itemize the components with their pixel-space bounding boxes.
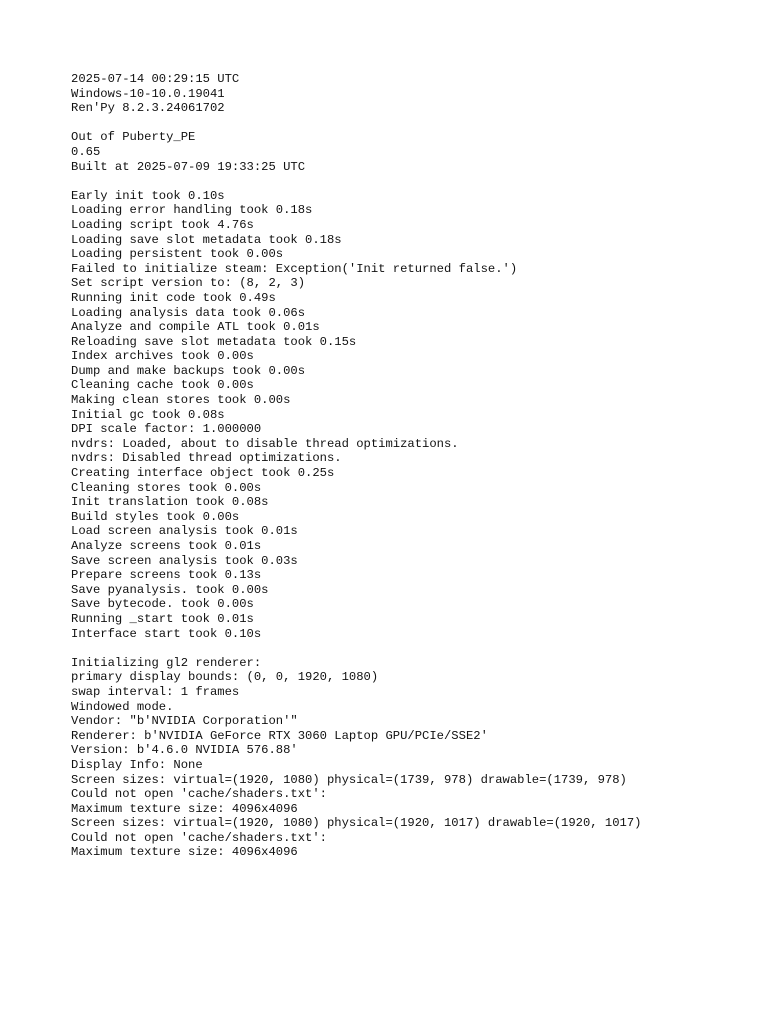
log-line: Windowed mode.: [71, 699, 174, 714]
log-line: DPI scale factor: 1.000000: [71, 422, 262, 437]
log-line: Running _start took 0.01s: [71, 611, 254, 626]
log-line: Version: b'4.6.0 NVIDIA 576.88': [71, 743, 298, 758]
log-os: Windows-10-10.0.19041: [71, 86, 225, 101]
log-line: Running init code took 0.49s: [71, 290, 276, 305]
log-line: Prepare screens took 0.13s: [71, 568, 262, 583]
log-line: Cleaning stores took 0.00s: [71, 480, 262, 495]
log-line: Loading script took 4.76s: [71, 217, 254, 232]
log-line: Loading analysis data took 0.06s: [71, 305, 306, 320]
spacer: [71, 641, 751, 656]
log-line: nvdrs: Loaded, about to disable thread optimizations.: [71, 436, 459, 451]
log-line: Early init took 0.10s: [71, 188, 225, 203]
log-line: Loading persistent took 0.00s: [71, 247, 284, 262]
log-line: Screen sizes: virtual=(1920, 1080) physical=(1920, 1017) drawable=(1920, 1017): [71, 816, 642, 831]
log-line: Index archives took 0.00s: [71, 349, 254, 364]
log-line: Making clean stores took 0.00s: [71, 393, 291, 408]
log-line: Save screen analysis took 0.03s: [71, 553, 298, 568]
log-game-version: 0.65: [71, 144, 101, 159]
log-line: Maximum texture size: 4096x4096: [71, 801, 298, 816]
log-line: Display Info: None: [71, 757, 203, 772]
log-line: primary display bounds: (0, 0, 1920, 1080): [71, 670, 379, 685]
log-line: Reloading save slot metadata took 0.15s: [71, 334, 357, 349]
log-build-time: Built at 2025-07-09 19:33:25 UTC: [71, 159, 306, 174]
log-line: Maximum texture size: 4096x4096: [71, 845, 298, 860]
log-line: Screen sizes: virtual=(1920, 1080) physical=(1739, 978) drawable=(1739, 978): [71, 772, 627, 787]
log-line: Vendor: "b'NVIDIA Corporation'": [71, 714, 298, 729]
log-timestamp: 2025-07-14 00:29:15 UTC: [71, 72, 240, 86]
log-line: Loading error handling took 0.18s: [71, 203, 313, 218]
log-line: Failed to initialize steam: Exception('Init returned false.'): [71, 261, 518, 276]
spacer: [71, 116, 751, 131]
log-line: Renderer: b'NVIDIA GeForce RTX 3060 Laptop GPU/PCIe/SSE2': [71, 728, 488, 743]
log-line: Load screen analysis took 0.01s: [71, 524, 298, 539]
log-line: Could not open 'cache/shaders.txt':: [71, 787, 327, 802]
log-line: Loading save slot metadata took 0.18s: [71, 232, 342, 247]
log-line: Creating interface object took 0.25s: [71, 466, 335, 481]
log-line: Initializing gl2 renderer:: [71, 655, 262, 670]
log-line: nvdrs: Disabled thread optimizations.: [71, 451, 342, 466]
log-line: Save pyanalysis. took 0.00s: [71, 582, 269, 597]
log-line: Set script version to: (8, 2, 3): [71, 276, 306, 291]
log-document: [71, 72, 751, 860]
log-line: Build styles took 0.00s: [71, 509, 240, 524]
log-renpy-version: Ren'Py 8.2.3.24061702: [71, 101, 225, 116]
log-line: Analyze and compile ATL took 0.01s: [71, 320, 320, 335]
log-game-name: Out of Puberty_PE: [71, 130, 196, 145]
log-line: Init translation took 0.08s: [71, 495, 269, 510]
log-line: Initial gc took 0.08s: [71, 407, 225, 422]
log-line: Could not open 'cache/shaders.txt':: [71, 830, 327, 845]
log-line: Dump and make backups took 0.00s: [71, 363, 306, 378]
log-line: swap interval: 1 frames: [71, 684, 240, 699]
log-line: Save bytecode. took 0.00s: [71, 597, 254, 612]
log-line: Interface start took 0.10s: [71, 626, 262, 641]
log-line: Cleaning cache took 0.00s: [71, 378, 254, 393]
spacer: [71, 174, 751, 189]
log-line: Analyze screens took 0.01s: [71, 539, 262, 553]
